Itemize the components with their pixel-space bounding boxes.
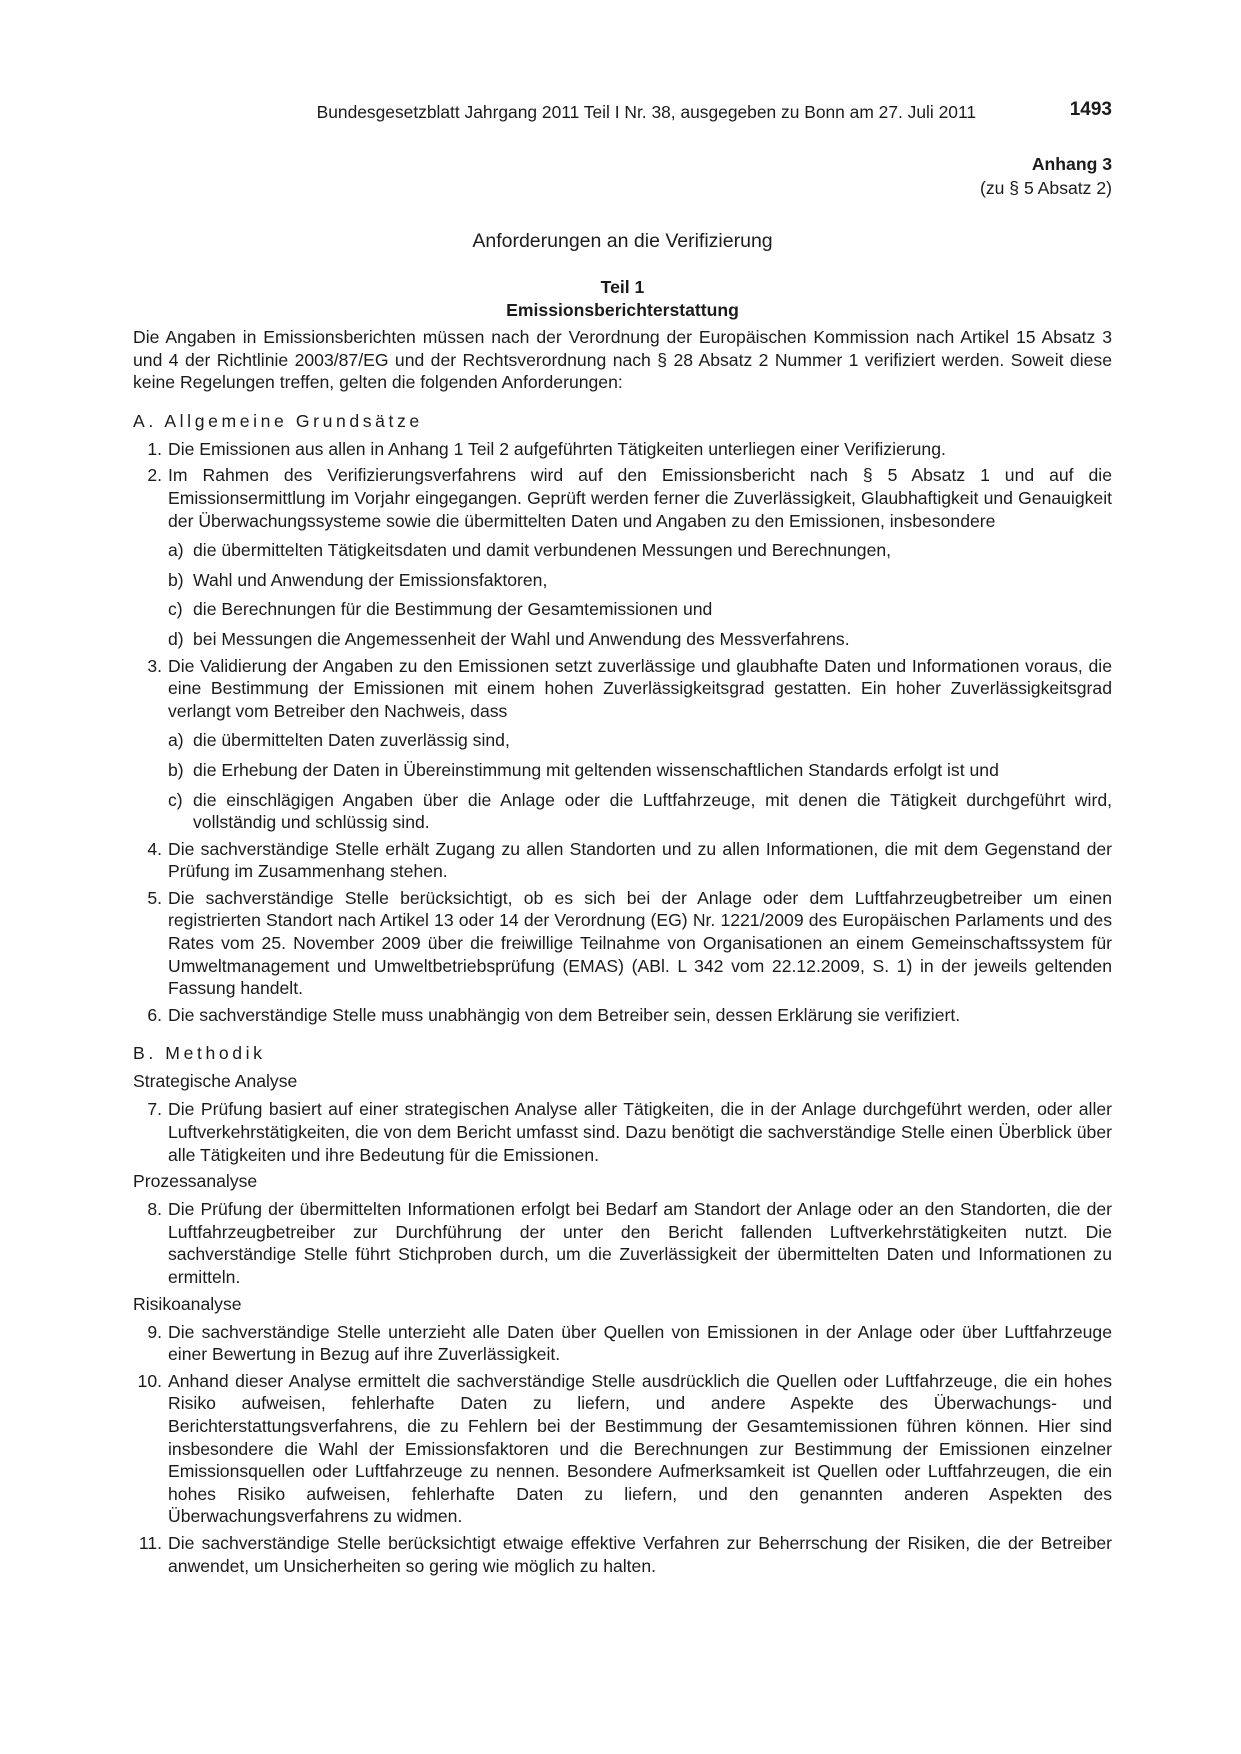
section-a-list	[133, 438, 1112, 1027]
sub-list	[168, 539, 1112, 650]
item-number: 3.	[147, 655, 162, 676]
sub-item-letter: d)	[168, 628, 184, 649]
sub-item-letter: c)	[168, 789, 183, 810]
item-number: 11.	[138, 1532, 162, 1553]
part-heading	[133, 276, 1112, 321]
sub-item-letter: a)	[168, 730, 184, 751]
item-number: 1.	[147, 438, 162, 459]
sub-item-text: die einschlägigen Angaben über die Anlage oder die Luftfahrzeuge, mit denen die Tätigkeit durchgeführt wird, vollständig und schlüssig sind.	[193, 789, 1112, 833]
part-title: Emissionsberichterstattung	[506, 299, 739, 320]
item-text: Die sachverständige Stelle unterzieht alle Daten über Quellen von Emissionen in der Anlage oder über Luftfahrzeuge einer Bewertung in Bezug auf ihre Zuverlässigkeit.	[168, 1321, 1112, 1365]
sub-list-item	[168, 628, 1112, 651]
item-text: Die sachverständige Stelle berücksichtigt etwaige effektive Verfahren zur Beherrschung der Risiken, die der Betreiber anwendet, um Unsicherheiten so gering wie möglich zu halten.	[168, 1532, 1112, 1576]
annex-title: Anhang 3	[1031, 154, 1112, 174]
list-item	[133, 887, 1112, 1000]
item-text: Die Prüfung basiert auf einer strategischen Analyse aller Tätigkeiten, die in der Anlage durchgeführt werden, oder aller Luftverkehrstätigkeiten, die von dem Bericht umfasst sind. Dazu benötigt die sachverständige Stelle einen Überblick über alle Tätigkeiten und ihre Bedeutung für die Emissionen.	[168, 1099, 1112, 1165]
sub-item-text: die übermittelten Tätigkeitsdaten und damit verbundenen Messungen und Berechnungen,	[193, 540, 892, 561]
annex-reference: (zu § 5 Absatz 2)	[979, 178, 1112, 198]
item-text: Anhand dieser Analyse ermittelt die sachverständige Stelle ausdrücklich die Quellen oder Luftfahrzeuge, die ein hohes Risiko aufweisen, fehlerhafte Daten zu liefern, und andere Aspekte des Überwachungs- und Berichterstattungsverfahrens, die zu Fehlern bei der Bestimmung der Gesamtemissionen führen können. Hier sind insbesondere die Wahl der Emissionsfaktoren und die Berechnungen zur Bestimmung der Emissionen einzelner Emissionsquellen oder Luftfahrzeuge zu nennen. Besondere Aufmerksamkeit ist Quellen oder Luftfahrzeugen, die ein hohes Risiko aufweisen, fehlerhafte Daten zu liefern, und den genannten anderen Aspekten des Überwachungsverfahrens zu widmen.	[168, 1370, 1112, 1527]
intro-paragraph: Die Angaben in Emissionsberichten müssen nach der Verordnung der Europäischen Kommission nach Artikel 15 Absatz 3 und 4 der Richtlinie 2003/87/EG und der Rechtsverordnung nach § 28 Absatz 2 Nummer 1 verifiziert werden. Soweit diese keine Regelungen treffen, gelten die folgenden Anforderungen:	[133, 327, 1112, 393]
list-item	[133, 1370, 1112, 1528]
subheading-risk-analysis: Risikoanalyse	[133, 1293, 242, 1314]
item-number: 7.	[147, 1099, 162, 1120]
item-text: Im Rahmen des Verifizierungsverfahrens wird auf den Emissionsbericht nach § 5 Absatz 1 und auf die Emissionsermittlung im Vorjahr eingegangen. Geprüft werden ferner die Zuverlässigkeit, Glaubhaftigkeit und Genauigkeit der Überwachungssysteme sowie die übermittelten Daten und Angaben zu den Emissionen, insbesondere	[168, 465, 1112, 531]
item-number: 2.	[147, 465, 162, 486]
subheading-process-analysis: Prozessanalyse	[133, 1171, 258, 1192]
sub-list-item	[168, 729, 1112, 752]
sub-item-text: die übermittelten Daten zuverlässig sind,	[193, 730, 510, 751]
sub-item-text: bei Messungen die Angemessenheit der Wahl und Anwendung des Messverfahrens.	[193, 628, 850, 649]
item-number: 9.	[147, 1321, 162, 1342]
list-item	[133, 1098, 1112, 1166]
item-number: 4.	[147, 838, 162, 859]
sub-item-letter: b)	[168, 569, 184, 590]
section-heading-b: B. Methodik	[133, 1043, 266, 1064]
item-text: Die sachverständige Stelle berücksichtigt, ob es sich bei der Anlage oder dem Luftfahrzeugbetreiber um einen registrierten Standort nach Artikel 13 oder 14 der Verordnung (EG) Nr. 1221/2009 des Europäischen Parlaments und des Rates vom 25. November 2009 über die freiwillige Teilnahme von Organisationen an einem Gemeinschaftssystem für Umweltmanagement und Umweltbetriebsprüfung (EMAS) (ABl. L 342 vom 22.12.2009, S. 1) in der jeweils geltenden Fassung handelt.	[168, 887, 1112, 999]
sub-list-item	[168, 539, 1112, 562]
sub-list-item	[168, 789, 1112, 834]
list-item	[133, 1004, 1112, 1027]
sub-list-item	[168, 598, 1112, 621]
section-b-list-risk	[133, 1321, 1112, 1578]
item-text: Die sachverständige Stelle erhält Zugang zu allen Standorten und zu allen Informationen, die mit dem Gegenstand der Prüfung im Zusammenhang stehen.	[168, 838, 1112, 882]
section-b-list-process	[133, 1198, 1112, 1288]
document-title: Anforderungen an die Verifizierung	[472, 230, 773, 252]
item-number: 5.	[147, 887, 162, 908]
running-header	[133, 101, 1112, 125]
document-body	[133, 276, 1112, 1577]
subheading-strategic-analysis: Strategische Analyse	[133, 1071, 298, 1092]
section-heading-a: A. Allgemeine Grundsätze	[133, 410, 423, 431]
list-item	[133, 464, 1112, 650]
sub-item-text: die Erhebung der Daten in Übereinstimmung mit geltenden wissenschaftlichen Standards erfolgt ist und	[193, 759, 999, 780]
item-text: Die Emissionen aus allen in Anhang 1 Teil 2 aufgeführten Tätigkeiten unterliegen einer Verifizierung.	[168, 438, 946, 459]
item-text: Die Prüfung der übermittelten Informationen erfolgt bei Bedarf am Standort der Anlage oder an den Standorten, die der Luftfahrzeugbetreiber zur Durchführung der unter den Bericht fallenden Luftverkehrstätigkeiten nutzt. Die sachverständige Stelle führt Stichproben durch, um die Zuverlässigkeit der übermittelten Daten und Informationen zu ermitteln.	[168, 1199, 1112, 1287]
item-number: 10.	[137, 1370, 162, 1391]
list-item	[133, 1532, 1112, 1577]
sub-list	[168, 729, 1112, 833]
sub-item-letter: c)	[168, 599, 183, 620]
list-item	[133, 1321, 1112, 1366]
list-item	[133, 1198, 1112, 1288]
item-text: Die sachverständige Stelle muss unabhängig von dem Betreiber sein, dessen Erklärung sie verifiziert.	[168, 1004, 961, 1025]
sub-item-text: die Berechnungen für die Bestimmung der Gesamtemissionen und	[193, 599, 713, 620]
list-item	[133, 438, 1112, 461]
sub-list-item	[168, 759, 1112, 782]
item-number: 6.	[147, 1004, 162, 1025]
annex-label	[980, 152, 1112, 200]
item-text: Die Validierung der Angaben zu den Emissionen setzt zuverlässige und glaubhafte Daten und Informationen voraus, die eine Bestimmung der Emissionen mit einem hohen Zuverlässigkeitsgrad gestatten. Ein hoher Zuverlässigkeitsgrad verlangt vom Betreiber den Nachweis, dass	[168, 655, 1112, 721]
journal-citation: Bundesgesetzblatt Jahrgang 2011 Teil I Nr. 38, ausgegeben zu Bonn am 27. Juli 2011	[316, 102, 976, 122]
item-number: 8.	[147, 1199, 162, 1220]
page-number: 1493	[1069, 99, 1112, 120]
sub-item-letter: b)	[168, 759, 184, 780]
part-label: Teil 1	[600, 277, 645, 297]
section-b-list-strategic	[133, 1098, 1112, 1166]
sub-item-letter: a)	[168, 540, 184, 561]
list-item	[133, 838, 1112, 883]
list-item	[133, 655, 1112, 834]
sub-list-item	[168, 569, 1112, 592]
sub-item-text: Wahl und Anwendung der Emissionsfaktoren,	[193, 569, 548, 590]
